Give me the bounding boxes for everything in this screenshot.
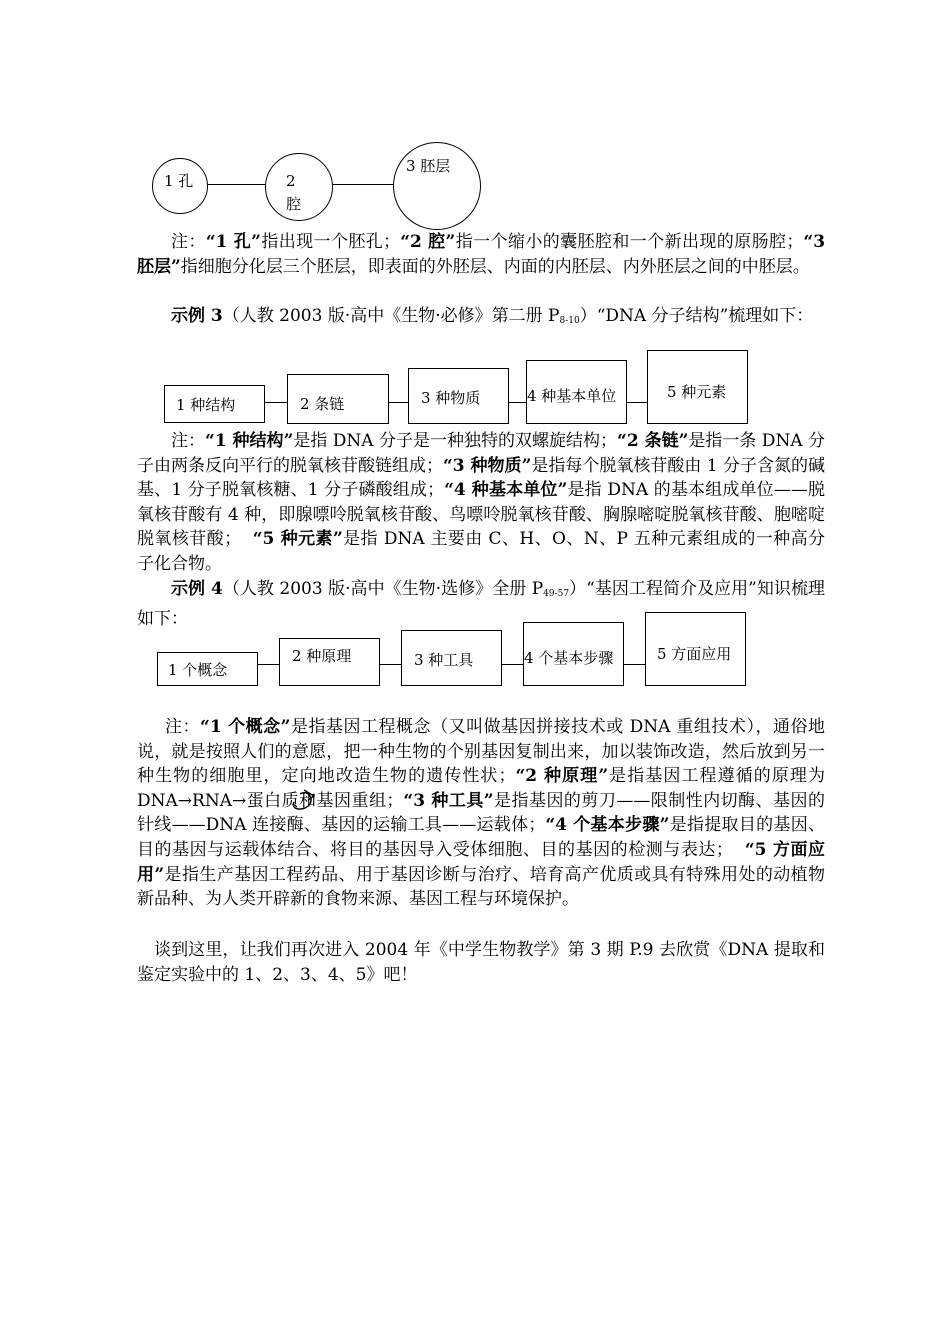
circle-node-2-label-line2: 腔 [286, 195, 302, 213]
note-prefix: 注： [165, 717, 201, 737]
box-5-applications [645, 612, 746, 686]
box-label: 1 种结构 [176, 396, 236, 414]
box-2-strands [287, 374, 389, 424]
box-label: 2 条链 [300, 395, 345, 413]
box-label: 3 种物质 [421, 389, 481, 407]
term-2-strands: “2 条链” [617, 431, 689, 451]
box-label: 1 个概念 [168, 661, 228, 679]
term-5-applications: “5 方面应用” [137, 839, 825, 885]
box-4-units [526, 360, 627, 424]
note-prefix: 注： [171, 431, 206, 451]
box-label: 5 方面应用 [657, 645, 732, 663]
connector-line [380, 664, 402, 665]
connector-line [258, 664, 280, 665]
example-3-heading [137, 304, 825, 334]
connector-line [389, 402, 409, 403]
box-1-structure [164, 385, 265, 423]
note-paragraph-2 [137, 429, 825, 577]
connector-line [627, 402, 648, 403]
connector-line [624, 664, 646, 665]
note-text: 是指生产基因工程药品、用于基因诊断与治疗、培育高产优质或具有特殊用处的动植物新品种、为人类开辟新的食物来源、基因工程与环境保护。 [137, 864, 825, 910]
term-4-steps: “4 个基本步骤” [545, 815, 670, 836]
box-label: 3 种工具 [414, 651, 474, 669]
note-text: DNA→RNA→蛋白质和基因重组； [137, 790, 404, 811]
box-3-tools [401, 630, 502, 686]
circle-node-2 [265, 153, 333, 221]
note-text: 是指基因工程遵循的原理为 [608, 766, 826, 787]
box-label: 5 种元素 [667, 383, 727, 401]
term-3-substances: “3 种物质” [443, 455, 532, 476]
note-prefix: 注： [171, 232, 206, 252]
note-text: 是指提取目的基因、目的基因与运载体结合、将目的基因导入受体细胞、目的基因的检测与表达； [137, 815, 825, 860]
connector-line [502, 664, 524, 665]
connector-line [509, 402, 527, 403]
term-2-qiang: “2 腔” [400, 232, 456, 252]
term-1-structure: “1 种结构” [205, 431, 294, 451]
note-text: 是指基因工程概念（又叫做基因拼接技术或 DNA 重组技术），通俗地说，就是按照人们的意愿，把一种生物的个别基因复制出来，加以装饰改造，然后放到另一种生物的细胞里，定向地改造生物的遗传性状； [137, 717, 826, 787]
example-4-text: （人教 2003 版·高中《生物·选修》全册 P [222, 579, 544, 599]
note-text: 是指 DNA 主要由 C、H、O、N、P 五种元素组成的一种高分子化合物。 [137, 529, 826, 574]
term-1-concept: “1 个概念” [200, 717, 291, 737]
closing-text: 谈到这里，让我们再次进入 2004 年《中学生物教学》第 3 期 P.9 去欣赏《DNA 提取和鉴定实验中的 1、2、3、4、5》吧！ [137, 940, 825, 985]
connector-line [333, 184, 393, 185]
circle-node-1 [152, 158, 208, 214]
handwritten-mark-icon [286, 786, 320, 814]
closing-paragraph [137, 938, 825, 987]
note-text: 指出现一个胚孔； [260, 232, 401, 252]
note-text: 指细胞分化层三个胚层，即表面的外胚层、内面的内胚层、内外胚层之间的中胚层。 [180, 256, 810, 277]
term-3-tools: “3 种工具” [403, 790, 494, 811]
example-3-label: 示例 3 [171, 306, 223, 326]
example-4-text: ）“基因工程简介及应用”知识梳理如下： [137, 579, 825, 629]
note-paragraph-1 [137, 230, 825, 279]
box-1-concept [157, 652, 258, 686]
note-text: 是指 DNA 的基本组成单位——脱氧核苷酸有 4 种，即腺嘌呤脱氧核苷酸、鸟嘌呤脱氧核苷酸、胸腺嘧啶脱氧核苷酸、胞嘧啶脱氧核苷酸； [137, 480, 825, 550]
term-2-principles: “2 种原理” [515, 766, 609, 787]
box-5-elements [647, 350, 748, 424]
box-3-substances [408, 368, 509, 424]
connector-line [265, 402, 288, 403]
box-2-principles [279, 638, 380, 686]
note-text: 指一个缩小的囊胚腔和一个新出现的原肠腔； [455, 232, 804, 252]
note-text: 是指一条 DNA 分子由两条反向平行的脱氧核苷酸链组成； [137, 431, 826, 476]
circle-node-1-label: 1 孔 [164, 172, 194, 190]
circle-node-3-label: 3 胚层 [406, 157, 451, 175]
term-4-units: “4 种基本单位” [444, 480, 568, 501]
term-3-peiceng: “3 胚层” [137, 232, 826, 277]
example-4-page-sub: 49-57 [543, 589, 570, 599]
note-text: 是指每个脱氧核苷酸由 1 分子含氮的碱基、1 分子脱氧核糖、1 分子磷酸组成； [137, 455, 825, 501]
term-1-kong: “1 孔” [205, 232, 261, 252]
connector-line [208, 184, 266, 185]
note-text: 是指 DNA 分子是一种独特的双螺旋结构； [293, 431, 618, 451]
note-paragraph-3 [137, 715, 825, 912]
box-label: 2 种原理 [292, 647, 352, 665]
example-4-label: 示例 4 [171, 579, 223, 599]
circle-node-3 [393, 142, 481, 230]
example-3-text: ）“DNA 分子结构”梳理如下： [579, 306, 814, 326]
example-3-page-sub: 8-10 [559, 316, 580, 326]
box-4-steps [523, 622, 624, 686]
box-label: 4 种基本单位 [527, 387, 617, 405]
term-5-elements: “5 种元素” [252, 529, 343, 550]
note-text: 是指基因的剪刀——限制性内切酶、基因的针线——DNA 连接酶、基因的运输工具——运载体； [137, 790, 825, 836]
example-3-text: （人教 2003 版·高中《生物·必修》第二册 P [222, 306, 560, 326]
box-label: 4 个基本步骤 [524, 649, 614, 667]
circle-node-2-label-line1: 2 [286, 172, 296, 190]
